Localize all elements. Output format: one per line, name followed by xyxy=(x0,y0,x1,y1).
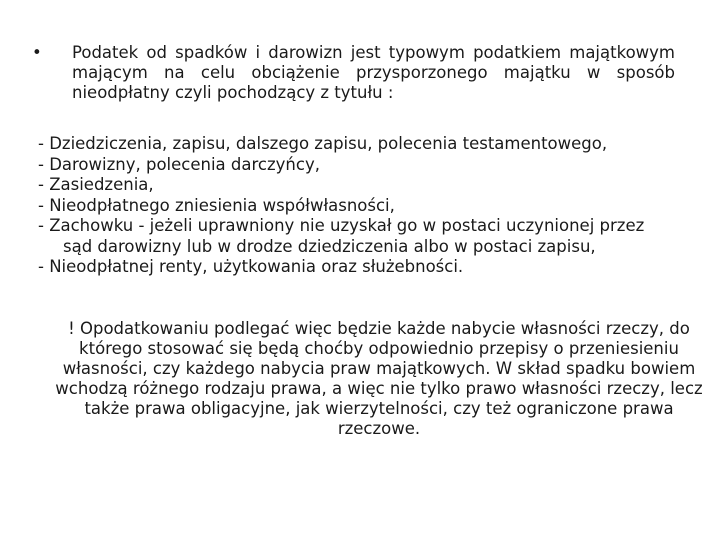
list-item: - Nieodpłatnego zniesienia współwłasności, xyxy=(38,195,395,215)
list-item: - Dziedziczenia, zapisu, dalszego zapisu, polecenia testamentowego, xyxy=(38,134,608,153)
list-item: - Zasiedzenia, xyxy=(38,175,154,194)
intro-text: Podatek od spadków i darowizn jest typowym podatkiem majątkowym mającym na celu obciążenie przysporzonego majątku w sposób nieodpłatny czyli pochodzący z tytułu : xyxy=(72,43,675,102)
intro-bullet xyxy=(30,43,675,103)
list-item: - Nieodpłatnej renty, użytkowania oraz służebności. xyxy=(38,257,464,276)
list-item: - Zachowku - jeżeli uprawniony nie uzyskał go w postaci uczynionej przez sąd darowizny lub w drodze dziedziczenia albo w postaci zapisu, xyxy=(38,216,645,256)
acquisition-list xyxy=(38,134,678,278)
list-item: - Darowizny, polecenia darczyńcy, xyxy=(38,154,320,174)
bullet-icon: • xyxy=(32,43,42,62)
note-paragraph: ! Opodatkowaniu podlegać więc będzie każde nabycie własności rzeczy, do którego stosować się będą choćby odpowiednio przepisy o przeniesieniu własności, czy każdego nabycia praw majątkowych. W skład spadku bowiem wchodzą różnego rodzaju prawa, a więc nie tylko prawo własności rzeczy, lecz także prawa obligacyjne, jak wierzytelności, czy też ograniczone prawa rzeczowe. xyxy=(55,319,703,438)
